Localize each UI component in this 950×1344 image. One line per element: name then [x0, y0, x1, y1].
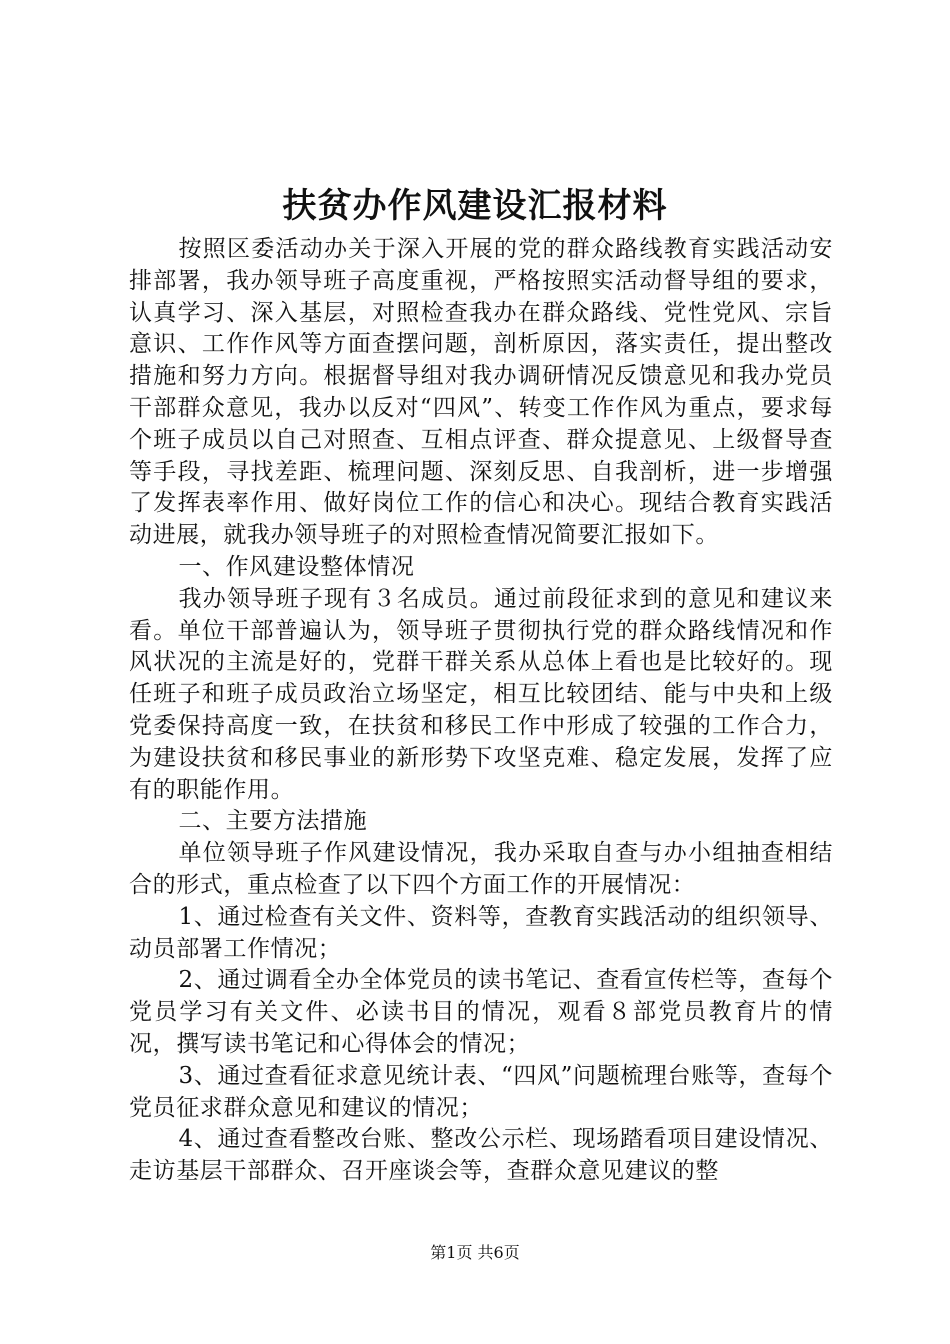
page-footer: 第1页 共6页: [430, 1243, 520, 1262]
method-item-1: 1、通过检查有关文件、资料等，查教育实践活动的组织领导、动员部署工作情况；: [129, 903, 833, 962]
section-heading-methods: 二、主要方法措施: [178, 808, 368, 835]
section-heading-overall: 一、作风建设整体情况: [178, 553, 415, 580]
overall-paragraph: 我办领导班子现有３名成员。通过前段征求到的意见和建议来看。单位干部普遍认为，领导班子贯彻执行党的群众路线情况和作风状况的主流是好的，党群干群关系从总体上看也是比较好的。现任班子和班子成员政治立场坚定，相互比较团结、能与中央和上级党委保持高度一致，在扶贫和移民工作中形成了较强的工作合力，为建设扶贫和移民事业的新形势下攻坚克难、稳定发展，发挥了应有的职能作用。: [129, 585, 833, 803]
intro-paragraph: 按照区委活动办关于深入开展的党的群众路线教育实践活动安排部署，我办领导班子高度重视，严格按照实活动督导组的要求，认真学习、深入基层，对照检查我办在群众路线、党性党风、宗旨意识、工作作风等方面查摆问题，剖析原因，落实责任，提出整改措施和努力方向。根据督导组对我办调研情况反馈意见和我办党员干部群众意见，我办以反对“四风”、转变工作作风为重点，要求每个班子成员以自己对照查、互相点评查、群众提意见、上级督导查等手段，寻找差距、梳理问题、深刻反思、自我剖析，进一步增强了发挥表率作用、做好岗位工作的信心和决心。现结合教育实践活动进展，就我办领导班子的对照检查情况简要汇报如下。: [129, 236, 833, 549]
method-item-4: 4、通过查看整改台账、整改公示栏、现场踏看项目建设情况、走访基层干部群众、召开座谈会等，查群众意见建议的整: [129, 1126, 833, 1185]
document-title: 扶贫办作风建设汇报材料: [282, 186, 668, 226]
method-item-2: 2、通过调看全办全体党员的读书笔记、查看宣传栏等，查每个党员学习有关文件、必读书目的情况，观看８部党员教育片的情况，撰写读书笔记和心得体会的情况；: [129, 967, 833, 1057]
method-item-3: 3、通过查看征求意见统计表、“四风”问题梳理台账等，查每个党员征求群众意见和建议的情况；: [129, 1062, 833, 1121]
document-body: [129, 234, 833, 1188]
methods-paragraph: 单位领导班子作风建设情况，我办采取自查与办小组抽查相结合的形式，重点检查了以下四个方面工作的开展情况：: [129, 840, 833, 898]
